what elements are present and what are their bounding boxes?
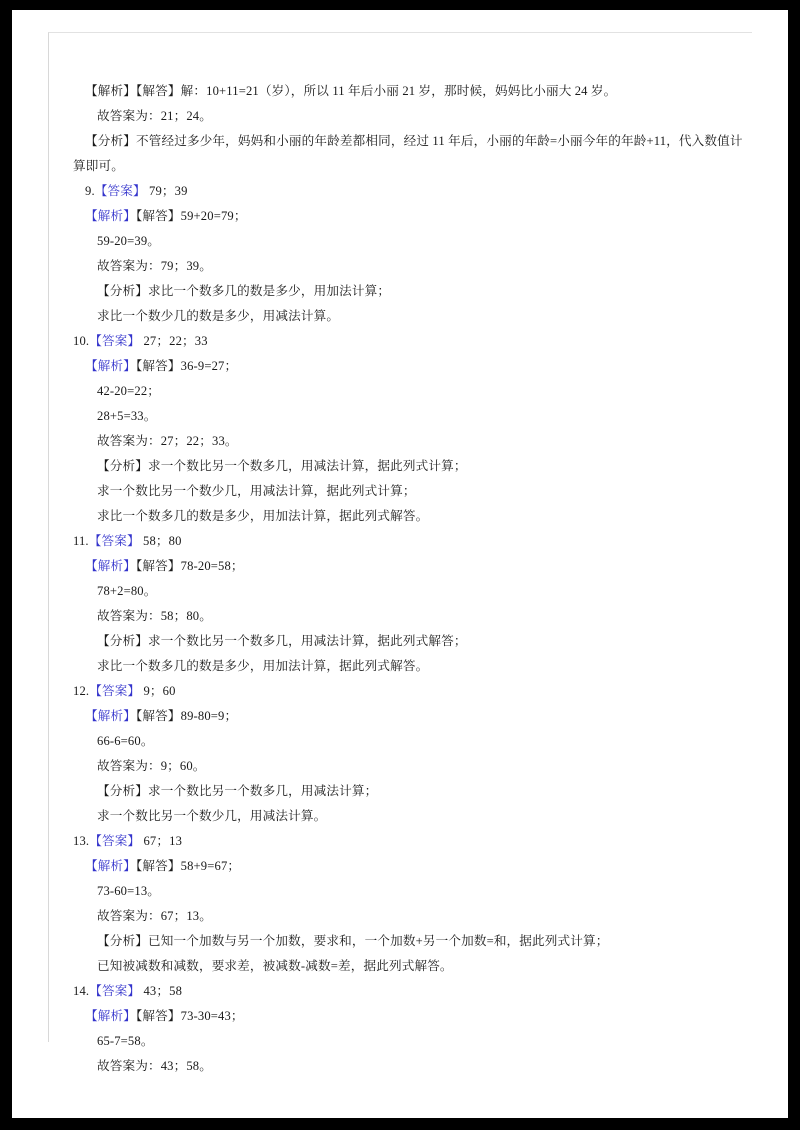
document-line [73,229,723,254]
document-line [73,129,743,154]
label-tag: 【答案】 [89,334,141,348]
document-line [73,529,723,554]
text-segment: 79；39 [145,184,188,198]
text-segment: 【解答】89-80=9； [135,709,238,723]
document-line [73,79,723,104]
label-tag: 【解析】 [85,1009,136,1023]
text-segment: 【解答】59+20=79； [135,209,247,223]
document-line [73,954,723,979]
text-segment: 故答案为：67；13。 [97,909,212,923]
document-line [73,804,723,829]
text-segment: 求比一个数多几的数是多少，用加法计算，据此列式解答。 [97,659,429,673]
label-tag: 【解析】 [85,359,136,373]
document-line [73,604,723,629]
document-line [73,379,723,404]
text-segment: 13. [73,834,90,848]
label-tag: 【解析】 [85,209,136,223]
label-tag: 【解析】 [85,859,136,873]
text-segment: 11. [73,534,89,548]
text-segment: 故答案为：27；22；33。 [97,434,238,448]
text-segment: 27；22；33 [140,334,208,348]
text-segment: 58；80 [139,534,182,548]
text-segment: 【解答】36-9=27； [135,359,238,373]
document-line [73,479,723,504]
text-segment: 求一个数比另一个数少几，用减法计算。 [97,809,327,823]
text-segment: 【解答】73-30=43； [135,1009,244,1023]
text-segment: 59-20=39。 [97,234,161,248]
text-segment: 【分析】求一个数比另一个数多几，用减法计算； [97,784,378,798]
document-line [73,554,723,579]
text-segment: 42-20=22； [97,384,161,398]
text-segment: 65-7=58。 [97,1034,154,1048]
text-segment: 【分析】不管经过多少年，妈妈和小丽的年龄差都相同，经过 11 年后，小丽的年龄=小丽今年的年龄+11，代入数值计 [85,134,743,148]
text-segment: 算即可。 [73,159,124,173]
text-segment: 故答案为：9；60。 [97,759,206,773]
document-line [73,779,723,804]
document-line [73,929,723,954]
document-line [73,704,723,729]
document-line [73,1054,723,1079]
document-line [73,254,723,279]
document-line [73,1004,723,1029]
page-background [12,10,788,1118]
text-segment: 9；60 [140,684,176,698]
label-tag: 【答案】 [89,984,141,998]
document-line [73,729,723,754]
label-tag: 【答案】 [88,534,140,548]
text-segment: 求一个数比另一个数少几，用减法计算，据此列式计算； [97,484,416,498]
document-line [73,504,723,529]
document-line [73,829,723,854]
text-segment: 66-6=60。 [97,734,154,748]
text-segment: 【分析】已知一个加数与另一个加数，要求和，一个加数+另一个加数=和，据此列式计算； [97,934,609,948]
text-segment: 14. [73,984,90,998]
text-segment: 78+2=80。 [97,584,157,598]
document-content [73,79,743,1079]
text-segment: 28+5=33。 [97,409,157,423]
document-line [73,179,723,204]
text-segment: 求比一个数少几的数是多少，用减法计算。 [97,309,340,323]
document-line [73,429,723,454]
document-line [73,629,723,654]
document-line [73,354,723,379]
text-segment: 【解答】58+9=67； [135,859,241,873]
document-line [73,854,723,879]
label-tag: 【答案】 [89,834,141,848]
document-line [73,754,723,779]
label-tag: 【解析】 [85,559,136,573]
label-tag: 【答案】 [94,184,146,198]
text-segment: 求比一个数多几的数是多少，用加法计算，据此列式解答。 [97,509,429,523]
document-line [73,454,723,479]
text-segment: 67；13 [140,834,183,848]
document-line [73,154,723,179]
document-line [73,279,723,304]
text-segment: 73-60=13。 [97,884,161,898]
document-line [73,1029,723,1054]
document-page [48,32,752,1073]
text-segment: 12. [73,684,90,698]
label-tag: 【答案】 [89,684,141,698]
text-segment: 10. [73,334,90,348]
document-line [73,904,723,929]
text-segment: 【分析】求一个数比另一个数多几，用减法计算，据此列式计算； [97,459,467,473]
text-segment: 已知被减数和减数，要求差，被减数-减数=差，据此列式解答。 [97,959,453,973]
document-line [73,979,723,1004]
text-segment: 【解析】【解答】解：10+11=21（岁），所以 11 年后小丽 21 岁，那时候，妈妈比小丽大 24 岁。 [85,84,617,98]
document-line [73,654,723,679]
document-line [73,879,723,904]
text-segment: 故答案为：79；39。 [97,259,212,273]
text-segment: 【分析】求一个数比另一个数多几，用减法计算，据此列式解答； [97,634,467,648]
text-segment: 43；58 [140,984,183,998]
text-segment: 故答案为：58；80。 [97,609,212,623]
text-segment: 9. [85,184,95,198]
text-segment: 【解答】78-20=58； [135,559,244,573]
document-line [73,404,723,429]
document-line [73,304,723,329]
text-segment: 故答案为：43；58。 [97,1059,212,1073]
document-line [73,204,723,229]
label-tag: 【解析】 [85,709,136,723]
text-segment: 【分析】求比一个数多几的数是多少，用加法计算； [97,284,391,298]
document-line [73,329,723,354]
document-line [73,579,723,604]
document-line [73,104,723,129]
text-segment: 故答案为：21；24。 [97,109,212,123]
document-line [73,679,723,704]
